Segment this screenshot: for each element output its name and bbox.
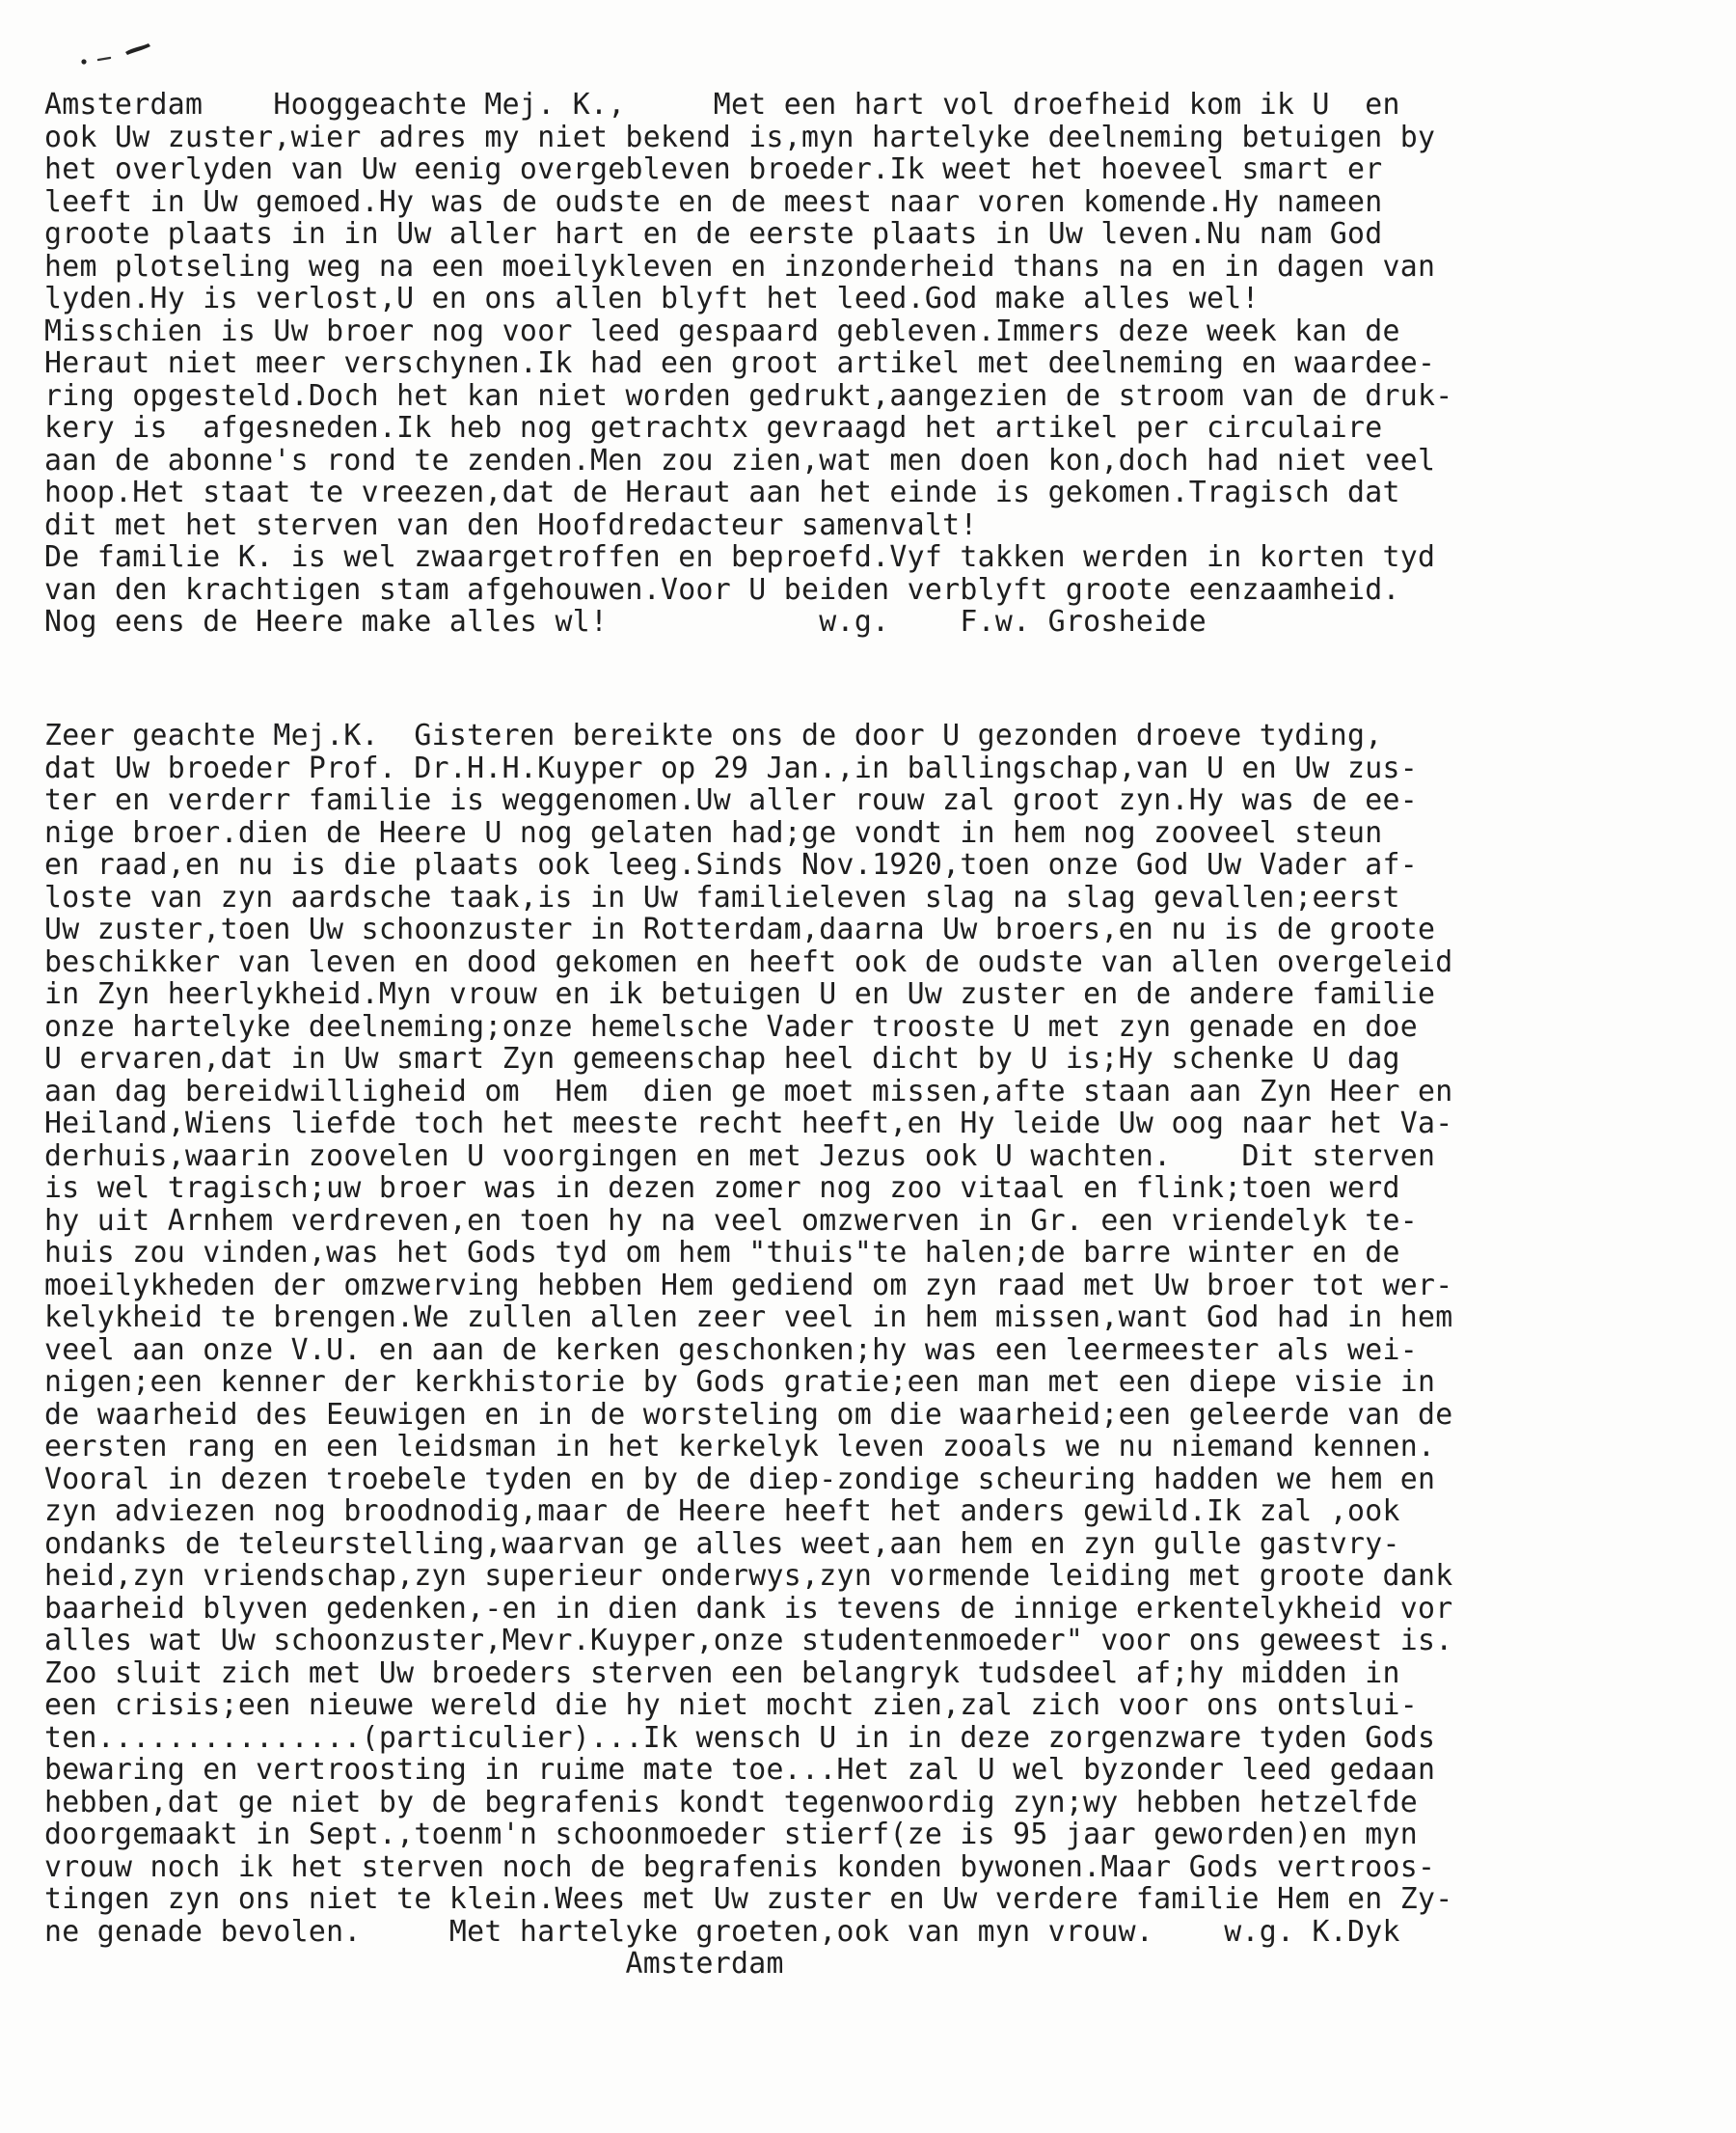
letter-line: hebben,dat ge niet by de begrafenis kondt tegenwoordig zyn;wy hebben hetzelfde — [44, 1785, 1419, 1819]
letter-line: groote plaats in in Uw aller hart en de eerste plaats in Uw leven.Nu nam God — [44, 217, 1383, 251]
letter-line: het overlyden van Uw eenig overgebleven broeder.Ik weet het hoeveel smart er — [44, 152, 1383, 186]
letter-line: zyn adviezen nog broodnodig,maar de Heere heeft het anders gewild.Ik zal ,ook — [44, 1494, 1400, 1528]
letter-line: in Zyn heerlykheid.Myn vrouw en ik betuigen U en Uw zuster en de andere familie — [44, 977, 1436, 1011]
letter-line: en raad,en nu is die plaats ook leeg.Sinds Nov.1920,toen onze God Uw Vader af- — [44, 848, 1419, 882]
letter-line: dit met het sterven van den Hoofdredacteur samenvalt! — [44, 507, 978, 542]
letter-line: hoop.Het staat te vreezen,dat de Heraut aan het einde is gekomen.Tragisch dat — [44, 476, 1400, 509]
letter-line: hem plotseling weg na een moeilykleven en inzonderheid thans na en in dagen van — [44, 249, 1436, 284]
letter-line: Zoo sluit zich met Uw broeders sterven een belangryk tudsdeel af;hy midden in — [44, 1655, 1400, 1690]
letter-line: nigen;een kenner der kerkhistorie by Gods gratie;een man met een diepe visie in — [44, 1365, 1436, 1399]
letter-line: aan de abonne's rond te zenden.Men zou zien,wat men doen kon,doch had niet veel — [44, 443, 1436, 478]
condolence-letter-dyk — [44, 720, 1722, 1981]
condolence-letter-grosheide — [44, 89, 1722, 639]
letter-line: loste van zyn aardsche taak,is in Uw familieleven slag na slag gevallen;eerst — [44, 880, 1400, 915]
letter-line: aan dag bereidwilligheid om Hem dien ge moet missen,afte staan aan Zyn Heer en — [44, 1074, 1453, 1108]
letter-line: tingen zyn ons niet te klein.Wees met Uw zuster en Uw verdere familie Hem en Zy- — [44, 1882, 1453, 1916]
letter-line: bewaring en vertroosting in ruime mate toe...Het zal U wel byzonder leed gedaan — [44, 1753, 1436, 1787]
letter-line: ook Uw zuster,wier adres my niet bekend is,myn hartelyke deelneming betuigen by — [44, 120, 1436, 154]
letter-line: hy uit Arnhem verdreven,en toen hy na veel omzwerven in Gr. een vriendelyk te- — [44, 1203, 1419, 1238]
letter-line: de waarheid des Eeuwigen en in de worsteling om die waarheid;een geleerde van de — [44, 1397, 1453, 1432]
letter-line: is wel tragisch;uw broer was in dezen zomer nog zoo vitaal en flink;toen werd — [44, 1171, 1400, 1205]
letter-line: Heraut niet meer verschynen.Ik had een groot artikel met deelneming en waardee- — [44, 346, 1436, 380]
letter-line: eersten rang en een leidsman in het kerkelyk leven zooals we nu niemand kennen. — [44, 1430, 1436, 1463]
letter-line: ne genade bevolen. Met hartelyke groeten,ook van myn vrouw. w.g. K.Dyk — [44, 1914, 1400, 1949]
letter-line: Nog eens de Heere make alles wl! w.g. F.w. Grosheide — [44, 605, 1207, 639]
letter-line: ter en verderr familie is weggenomen.Uw aller rouw zal groot zyn.Hy was de ee- — [44, 783, 1419, 817]
letter-line: Vooral in dezen troebele tyden en by de diep-zondige scheuring hadden we hem en — [44, 1462, 1436, 1496]
letter-line: vrouw noch ik het sterven noch de begrafenis konden bywonen.Maar Gods vertroos- — [44, 1849, 1436, 1884]
letter-line: U ervaren,dat in Uw smart Zyn gemeenschap heel dicht by U is;Hy schenke U dag — [44, 1042, 1400, 1076]
letter-line: ten...............(particulier)...Ik wensch U in in deze zorgenzware tyden Gods — [44, 1720, 1436, 1755]
letter-line: alles wat Uw schoonzuster,Mevr.Kuyper,onze studentenmoeder" voor ons geweest is. — [44, 1624, 1453, 1657]
letter-line: huis zou vinden,was het Gods tyd om hem "thuis"te halen;de barre winter en de — [44, 1236, 1400, 1270]
letter-line: Amsterdam — [44, 1947, 784, 1981]
letter-line: van den krachtigen stam afgehouwen.Voor U beiden verblyft groote eenzaamheid. — [44, 572, 1400, 607]
letter-line: Uw zuster,toen Uw schoonzuster in Rotterdam,daarna Uw broers,en nu is de groote — [44, 913, 1436, 946]
letter-line: Heiland,Wiens liefde toch het meeste recht heeft,en Hy leide Uw oog naar het Va- — [44, 1107, 1453, 1140]
letter-line: derhuis,waarin zoovelen U voorgingen en met Jezus ook U wachten. Dit sterven — [44, 1138, 1436, 1173]
letter-line: Amsterdam Hooggeachte Mej. K., Met een hart vol droefheid kom ik U en — [44, 88, 1400, 122]
letter-line: kery is afgesneden.Ik heb nog getrachtx gevraagd het artikel per circulaire — [44, 411, 1383, 445]
letter-line: veel aan onze V.U. en aan de kerken geschonken;hy was een leermeester als wei- — [44, 1332, 1419, 1367]
letter-line: ondanks de teleurstelling,waarvan ge alles weet,aan hem en zyn gulle gastvry- — [44, 1526, 1400, 1561]
letter-line: ring opgesteld.Doch het kan niet worden gedrukt,aangezien de stroom van de druk- — [44, 378, 1453, 413]
letter-line: De familie K. is wel zwaargetroffen en beproefd.Vyf takken werden in korten tyd — [44, 540, 1436, 574]
letter-line: baarheid blyven gedenken,-en in dien dank is tevens de innige erkentelykheid vor — [44, 1591, 1453, 1626]
letter-line: moeilykheden der omzwerving hebben Hem gediend om zyn raad met Uw broer tot wer- — [44, 1268, 1453, 1302]
letter-line: Misschien is Uw broer nog voor leed gespaard gebleven.Immers deze week kan de — [44, 314, 1400, 348]
letter-line: doorgemaakt in Sept.,toenm'n schoonmoeder stierf(ze is 95 jaar geworden)en myn — [44, 1818, 1419, 1851]
letter-line: beschikker van leven en dood gekomen en heeft ook de oudste van allen overgeleid — [44, 944, 1453, 979]
letter-line: lyden.Hy is verlost,U en ons allen blyft het leed.God make alles wel! — [44, 282, 1260, 315]
letter-line: dat Uw broeder Prof. Dr.H.H.Kuyper op 29 Jan.,in ballingschap,van U en Uw zus- — [44, 751, 1419, 785]
letter-line: nige broer.dien de Heere U nog gelaten had;ge vondt in hem nog zooveel steun — [44, 815, 1383, 850]
letter-line: leeft in Uw gemoed.Hy was de oudste en de meest naar voren komende.Hy nameen — [44, 184, 1383, 219]
letter-line: kelykheid te brengen.We zullen allen zeer veel in hem missen,want God had in hem — [44, 1300, 1453, 1334]
letter-line: heid,zyn vriendschap,zyn superieur onderwys,zyn vormende leiding met groote dank — [44, 1559, 1453, 1593]
letter-line: Zeer geachte Mej.K. Gisteren bereikte ons de door U gezonden droeve tyding, — [44, 719, 1383, 752]
ink-blot-mark — [79, 39, 176, 68]
letter-line: een crisis;een nieuwe wereld die hy niet mocht zien,zal zich voor ons ontslui- — [44, 1688, 1419, 1722]
letter-line: onze hartelyke deelneming;onze hemelsche Vader trooste U met zyn genade en doe — [44, 1009, 1419, 1044]
